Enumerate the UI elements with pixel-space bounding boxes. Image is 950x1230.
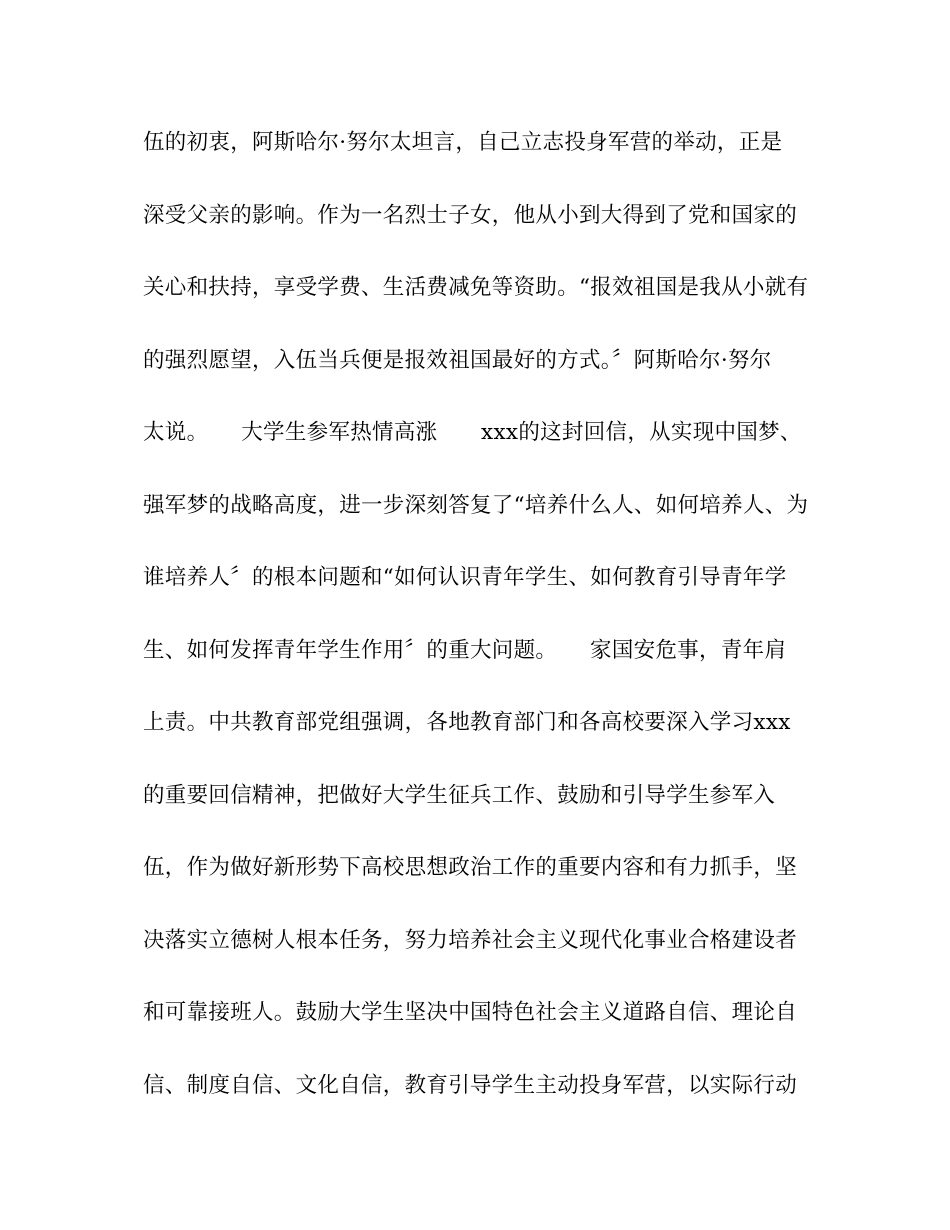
text-line: 上责。中共教育部党组强调，各地教育部门和各高校要深入学习xxx bbox=[143, 710, 791, 735]
text-line: 和可靠接班人。鼓励大学生坚决中国特色社会主义道路自信、理论自 bbox=[143, 1000, 798, 1025]
text-line: 谁培养人〞的根本问题和“如何认识青年学生、如何教育引导青年学 bbox=[143, 565, 787, 590]
body-text bbox=[143, 124, 823, 1139]
text-line: 伍的初衷，阿斯哈尔·努尔太坦言，自己立志投身军营的举动，正是 bbox=[143, 130, 783, 155]
text-line: 深受父亲的影响。作为一名烈士子女，他从小到大得到了党和国家的 bbox=[143, 202, 798, 228]
text-line: 关心和扶持，享受学费、生活费减免等资助。“报效祖国是我从小就有 bbox=[143, 275, 809, 300]
text-line: 决落实立德树人根本任务，努力培养社会主义现代化事业合格建设者 bbox=[143, 927, 798, 953]
text-line: 强军梦的战略高度，进一步深刻答复了“培养什么人、如何培养人、为 bbox=[143, 492, 809, 518]
text-line: 伍，作为做好新形势下高校思想政治工作的重要内容和有力抓手，坚 bbox=[143, 855, 798, 880]
text-line: 的强烈愿望，入伍当兵便是报效祖国最好的方式。〞阿斯哈尔·努尔 bbox=[143, 347, 772, 373]
text-line: 信、制度自信、文化自信，教育引导学生主动投身军营，以实际行动 bbox=[143, 1072, 798, 1098]
text-line: 太说。 大学生参军热情高涨 xxx的这封回信，从实现中国梦、 bbox=[143, 420, 802, 445]
text-line: 生、如何发挥青年学生作用〞的重大问题。 家国安危事，青年肩 bbox=[143, 637, 787, 663]
text-line: 的重要回信精神，把做好大学生征兵工作、鼓励和引导学生参军入 bbox=[143, 782, 776, 808]
